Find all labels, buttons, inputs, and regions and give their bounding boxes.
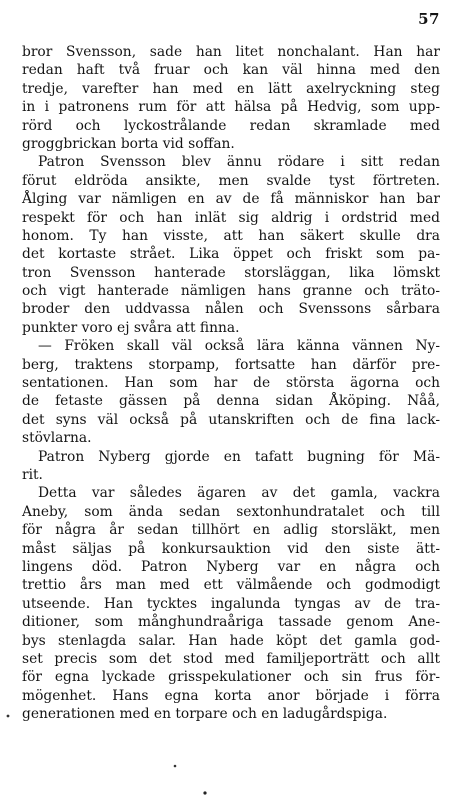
text-line: tron Svensson hanterade storsläggan, lika lömskt [22,264,440,281]
paragraph [22,43,440,153]
page-number: 57 [418,10,440,28]
text-line: rit. [22,466,43,483]
text-line: förut eldröda ansikte, men svalde tyst förtreten. [22,172,440,189]
text-line: utseende. Han tycktes ingalunda tyngas av de tra- [22,595,440,612]
text-line: in i patronens rum för att hälsa på Hedvig, som upp- [22,99,440,116]
ink-speck [203,791,206,794]
text-line: respekt för och han inlät sig aldrig i ordstrid med [22,209,440,226]
text-line: — Fröken skall väl också lära känna vännen Ny- [38,338,440,355]
ink-speck [174,765,177,768]
text-line: det syns väl också på utanskriften och de fina lack- [22,411,440,428]
text-line: Aneby, som ända sedan sextonhundratalet och till [22,503,440,520]
text-line: för egna lyckade grisspekulationer och sin frus för- [22,669,440,686]
body-text [22,43,440,723]
text-line: Ålging var nämligen en av de få människor han bar [22,191,440,208]
paragraph [22,484,440,723]
text-line: set precis som det stod med familjeporträtt och allt [22,650,440,667]
text-line: groggbrickan borta vid soffan. [22,135,235,152]
text-line: berg, traktens storpamp, fortsatte han därför pre- [22,356,440,373]
text-line: det kortaste strået. Lika öppet och friskt som pa- [22,246,440,263]
text-line: bys stenlagda salar. Han hade köpt det gamla god- [22,632,440,649]
text-line: sentationen. Han som har de största ägorna och [22,375,440,392]
text-line: måst säljas på konkursauktion vid den siste ätt- [22,540,440,557]
text-line: bror Svensson, sade han litet nonchalant. Han har [22,44,440,60]
text-line: Patron Svensson blev ännu rödare i sitt redan [38,154,440,171]
text-line: rörd och lyckostrålande redan skramlade med [22,117,440,134]
text-line: generationen med en torpare och en ladugårdspiga. [22,706,388,723]
text-line: Patron Nyberg gjorde en tafatt bugning för Mä- [38,448,440,465]
text-line: Detta var således ägaren av det gamla, vackra [38,485,440,502]
paragraph [22,153,440,337]
ink-speck [7,715,10,718]
text-line: mögenhet. Hans egna korta anor började i förra [22,687,440,704]
text-line: trettio års man med ett välmående och godmodigt [22,577,440,594]
text-line: och vigt hanterade nämligen hans granne och trätо- [22,283,440,300]
text-line: stövlarna. [22,430,92,447]
text-line: för några år sedan tillhört en adlig storsläkt, men [22,522,440,539]
text-line: broder den uddvassa nålen och Svenssons sårbara [22,301,440,318]
paragraph [22,337,440,447]
text-line: tredje, varefter han med en lätt axelryckning steg [22,80,440,97]
text-line: lingens död. Patron Nyberg var en några och [22,558,440,575]
text-line: punkter voro ej svåra att finna. [22,319,240,336]
text-line: ditioner, som månghundraåriga tassade genom Ane- [22,614,440,631]
text-line: redan haft två fruar och kan väl hinna med den [22,62,440,79]
text-line: honom. Ty han visste, att han säkert skulle dra [22,227,440,244]
text-line: de fetaste gässen på denna sidan Åköping. Nåå, [22,393,440,410]
paragraph [22,448,440,485]
